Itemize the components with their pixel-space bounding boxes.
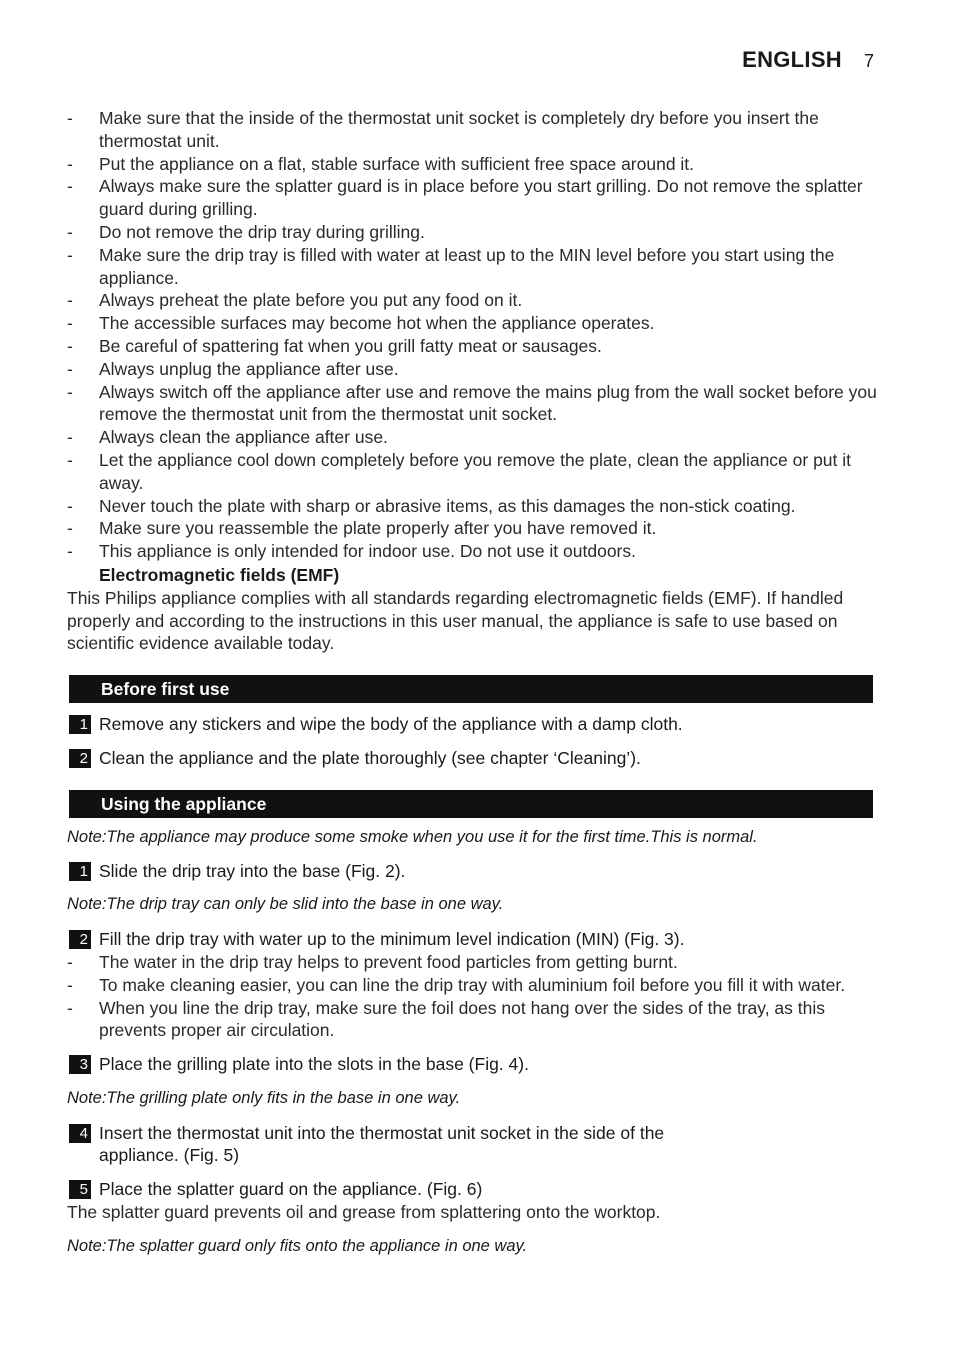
step-number: 3	[69, 1055, 91, 1074]
list-item: - This appliance is only intended for indoor use. Do not use it outdoors.	[67, 541, 636, 562]
list-item: - Do not remove the drip tray during grilling.	[67, 221, 425, 242]
page-header	[742, 47, 874, 73]
step-text: Slide the drip tray into the base (Fig. 2).	[99, 860, 406, 881]
list-item: - When you line the drip tray, make sure the foil does not hang over the sides of the tray, as this prevents proper air circulation.	[67, 997, 825, 1041]
list-item: - Make sure you reassemble the plate properly after you have removed it.	[67, 518, 657, 539]
list-item: - Make sure the drip tray is filled with water at least up to the MIN level before you start using the appliance.	[67, 244, 835, 288]
emf-heading: Electromagnetic fields (EMF)	[99, 564, 340, 585]
list-item: - The water in the drip tray helps to prevent food particles from getting burnt.	[67, 951, 678, 972]
note-text: Note:The drip tray can only be slid into the base in one way.	[67, 895, 504, 914]
step-description: The splatter guard prevents oil and grease from splattering onto the worktop.	[67, 1202, 661, 1223]
section-bar-using-appliance: Using the appliance	[69, 790, 873, 818]
step-number: 2	[69, 930, 91, 949]
list-item: - Always preheat the plate before you put any food on it.	[67, 290, 523, 311]
page-content	[67, 107, 877, 1258]
step-item	[67, 928, 877, 951]
section-bar-before-first-use: Before first use	[69, 675, 873, 703]
step-number: 2	[69, 749, 91, 768]
step-item	[67, 713, 877, 736]
step-item	[67, 1122, 877, 1168]
note-text: Note:The appliance may produce some smoke when you use it for the first time.This is normal.	[67, 827, 758, 846]
note-text: Note:The splatter guard only fits onto the appliance in one way.	[67, 1236, 528, 1255]
list-item: - Never touch the plate with sharp or abrasive items, as this damages the non-stick coating.	[67, 495, 796, 516]
list-item: - Make sure that the inside of the thermostat unit socket is completely dry before you insert the thermostat unit.	[67, 108, 819, 151]
page-number: 7	[863, 51, 874, 71]
list-item: - Always clean the appliance after use.	[67, 427, 388, 448]
note-text: Note:The grilling plate only fits in the base in one way.	[67, 1088, 461, 1107]
emf-paragraph: This Philips appliance complies with all standards regarding electromagnetic fields (EMF). If handled properly and according to the instructions in this user manual, the appliance is safe to use based on scientific evidence available today.	[67, 587, 844, 654]
step-item	[67, 1053, 877, 1076]
step-item	[67, 747, 877, 770]
step-text: Remove any stickers and wipe the body of the appliance with a damp cloth.	[99, 714, 683, 735]
step-text: Place the grilling plate into the slots in the base (Fig. 4).	[99, 1054, 529, 1075]
step-item	[67, 1178, 877, 1201]
step-text: Fill the drip tray with water up to the minimum level indication (MIN) (Fig. 3).	[99, 929, 685, 950]
step-text: Insert the thermostat unit into the thermostat unit socket in the side of the appliance. (Fig. 5)	[99, 1122, 665, 1166]
step-text: Place the splatter guard on the appliance. (Fig. 6)	[99, 1179, 483, 1200]
list-item: - To make cleaning easier, you can line the drip tray with aluminium foil before you fill it with water.	[67, 974, 846, 995]
language-label: ENGLISH	[742, 47, 842, 72]
list-item: - Put the appliance on a flat, stable surface with sufficient free space around it.	[67, 153, 695, 174]
list-item: - Let the appliance cool down completely before you remove the plate, clean the appliance or put it away.	[67, 449, 852, 493]
safety-list	[67, 107, 877, 563]
step-number: 1	[69, 715, 91, 734]
list-item: - Be careful of spattering fat when you grill fatty meat or sausages.	[67, 335, 602, 356]
step-item	[67, 860, 877, 883]
step-text: Clean the appliance and the plate thoroughly (see chapter ‘Cleaning’).	[99, 747, 641, 768]
list-item: - Always switch off the appliance after use and remove the mains plug from the wall socket before you remove the thermostat unit from the thermostat unit socket.	[67, 381, 877, 425]
step-number: 5	[69, 1180, 91, 1199]
list-item: - The accessible surfaces may become hot when the appliance operates.	[67, 313, 655, 334]
step-number: 4	[69, 1124, 91, 1143]
step-number: 1	[69, 862, 91, 881]
list-item: - Always make sure the splatter guard is in place before you start grilling. Do not remove the splatter guard during grilling.	[67, 176, 863, 220]
list-item: - Always unplug the appliance after use.	[67, 358, 399, 379]
